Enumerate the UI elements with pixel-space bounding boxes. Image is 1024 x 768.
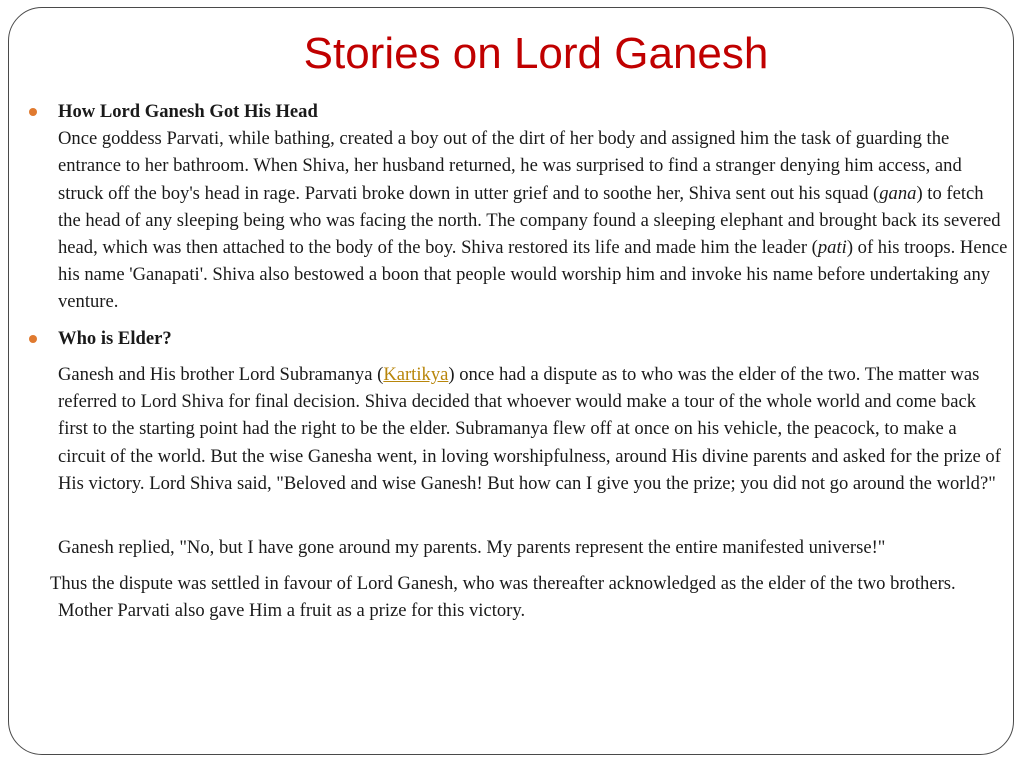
elder-story-paragraph: Ganesh and His brother Lord Subramanya (Kartikya) once had a dispute as to who was the elder of the two. The matter was referred to Lord Shiva for final decision. Shiva decided that whoever would make a tour of the whole world and come back first to the starting point had the right to be the elder. Subramanya flew off at once on his vehicle, the peacock, to make a circuit of the world. But the wise Ganesha went, in loving worshipfulness, around His divine parents and asked for the prize of His victory. Lord Shiva said, "Beloved and wise Ganesh! But how can I give you the prize; you did not go around the world?": [58, 364, 1001, 494]
slide-title: Stories on Lord Ganesh: [303, 29, 769, 78]
story-text-part3: ) of his troops. Hence his name 'Ganapati'. Shiva also bestowed a boon that people would worship him and invoke his name before undertaking any venture.: [58, 237, 1008, 313]
section-heading-elder: Who is Elder?: [58, 328, 172, 349]
story-text-part1: Once goddess Parvati, while bathing, created a boy out of the dirt of her body and assigned him the task of guarding the entrance to her bathroom. When Shiva, her husband returned, he was surprised to find a stranger denying him access, and struck off the boy's head in rage. Parvati broke down in utter grief and to soothe her, Shiva sent out his squad (: [58, 128, 962, 204]
conclusion-paragraph: Thus the dispute was settled in favour of Lord Ganesh, who was thereafter acknowledged as the elder of the two brothers. Mother Parvati also gave Him a fruit as a prize for this victory.: [50, 573, 956, 622]
term-gana: gana: [879, 182, 917, 204]
section-how-ganesh-got-head: [58, 98, 1008, 316]
ganesh-reply-paragraph: Ganesh replied, "No, but I have gone around my parents. My parents represent the entire manifested universe!": [58, 537, 886, 558]
term-pati: pati: [817, 237, 847, 259]
bullet-icon: [29, 108, 37, 116]
kartikya-link[interactable]: Kartikya: [383, 364, 449, 385]
section-heading-head: How Lord Ganesh Got His Head: [58, 101, 318, 122]
bullet-icon: [29, 335, 37, 343]
story-text-part2: ) to fetch the head of any sleeping being who was facing the north. The company found a sleeping elephant and brought back its severed head, which was then attached to the body of the boy. Shiva restored its life and made him the leader (: [58, 182, 1001, 259]
